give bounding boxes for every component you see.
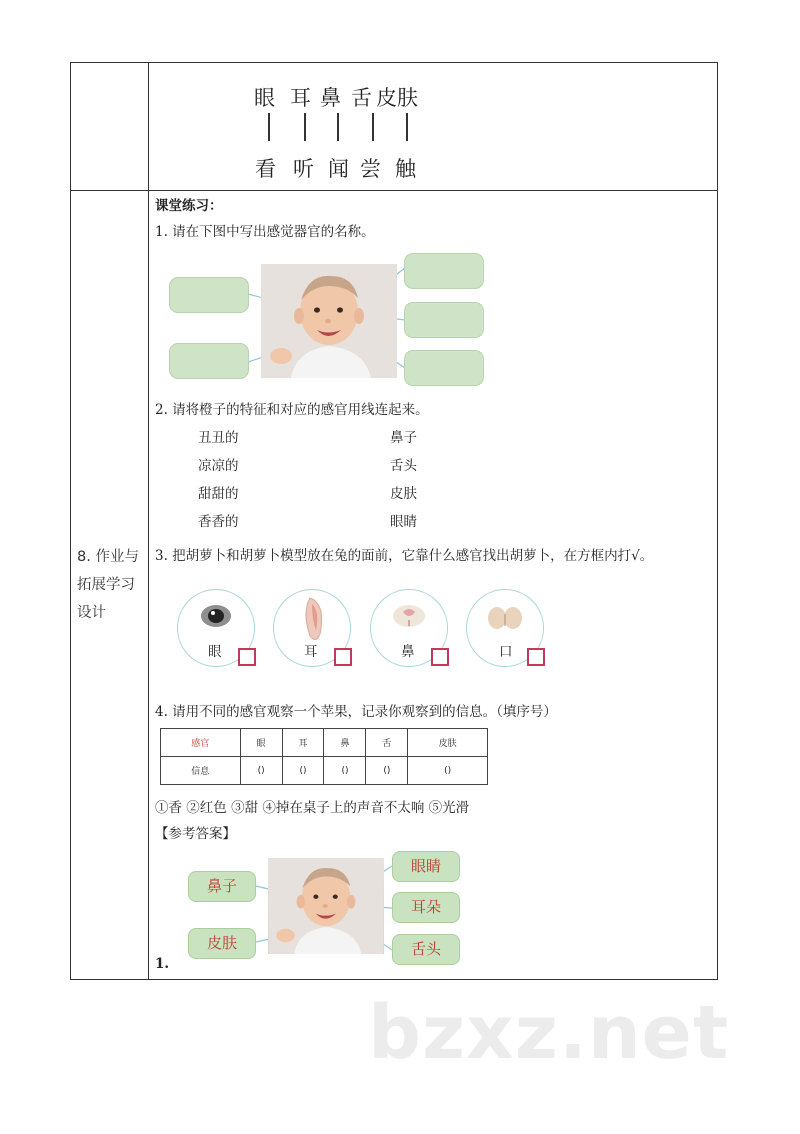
connector-line — [337, 113, 339, 141]
blank-name-box[interactable] — [404, 350, 484, 386]
connector-line — [268, 113, 270, 141]
action-label: 听 — [293, 157, 314, 181]
question-4: 4. 请用不同的感官观察一个苹果，记录你观察到的信息。（填序号） — [155, 704, 557, 720]
organ-item: 鼻子 — [390, 430, 417, 446]
organ-label: 鼻 — [320, 86, 341, 110]
table-row — [161, 757, 488, 785]
table-row-label: 信息 — [161, 757, 241, 785]
option-checkbox[interactable] — [238, 648, 256, 666]
feature-item: 凉凉的 — [198, 458, 239, 474]
answer-baby-photo — [268, 858, 384, 954]
answer-label-tongue: 舌头 — [392, 934, 460, 965]
organ-label: 舌 — [351, 86, 372, 110]
table-header-cell: 舌 — [366, 729, 408, 757]
table-header-cell: 眼 — [240, 729, 282, 757]
baby-illustration — [268, 858, 384, 954]
action-label: 触 — [395, 157, 416, 181]
blank-name-box[interactable] — [404, 253, 484, 289]
blank-name-box[interactable] — [169, 277, 249, 313]
connector-line — [406, 113, 408, 141]
organ-item: 眼睛 — [390, 514, 417, 530]
action-label: 尝 — [360, 157, 381, 181]
answer-label-ears: 耳朵 — [392, 892, 460, 923]
connector-line — [372, 113, 374, 141]
feature-item: 香香的 — [198, 514, 239, 530]
answer-blank[interactable]: () — [282, 757, 324, 785]
answer-blank[interactable]: () — [240, 757, 282, 785]
practice-title: 课堂练习： — [155, 198, 223, 214]
blank-name-box[interactable] — [169, 343, 249, 379]
connector-line — [304, 113, 306, 141]
option-label: 鼻 — [401, 644, 415, 660]
table-header-cell: 感官 — [161, 729, 241, 757]
feature-item: 甜甜的 — [198, 486, 239, 502]
observation-table — [160, 728, 488, 785]
answer-blank[interactable]: () — [408, 757, 488, 785]
row-divider — [71, 190, 717, 191]
option-checkbox[interactable] — [334, 648, 352, 666]
organ-item: 皮肤 — [390, 486, 417, 502]
table-header-cell: 耳 — [282, 729, 324, 757]
answer-number: 1. — [155, 956, 170, 972]
organ-label: 皮肤 — [376, 86, 418, 110]
option-checkbox[interactable] — [527, 648, 545, 666]
answer-title: 【参考答案】 — [155, 826, 236, 842]
answer-blank[interactable]: () — [324, 757, 366, 785]
option-label: 耳 — [304, 644, 318, 660]
choice-list: ①香 ②红色 ③甜 ④掉在桌子上的声音不太响 ⑤光滑 — [155, 800, 470, 816]
column-divider — [148, 63, 149, 979]
question-1: 1. 请在下图中写出感觉器官的名称。 — [155, 224, 375, 240]
answer-label-eyes: 眼睛 — [392, 851, 460, 882]
question-2: 2. 请将橙子的特征和对应的感官用线连起来。 — [155, 402, 429, 418]
table-row — [161, 729, 488, 757]
section-label — [77, 543, 143, 627]
section-label-line: 设计 — [77, 605, 106, 621]
answer-label-skin: 皮肤 — [188, 928, 256, 959]
organ-label: 耳 — [290, 86, 311, 110]
blank-name-box[interactable] — [404, 302, 484, 338]
organ-item: 舌头 — [390, 458, 417, 474]
table-header-cell: 鼻 — [324, 729, 366, 757]
question-3: 3. 把胡萝卜和胡萝卜模型放在兔的面前，它靠什么感官找出胡萝卜，在方框内打√。 — [155, 548, 654, 564]
baby-photo — [261, 264, 397, 378]
baby-illustration — [261, 264, 397, 378]
watermark: bzxz.net — [368, 990, 730, 1076]
section-label-line: 拓展学习 — [77, 577, 135, 593]
feature-item: 丑丑的 — [198, 430, 239, 446]
answer-label-nose: 鼻子 — [188, 871, 256, 902]
option-label: 眼 — [208, 644, 222, 660]
action-label: 看 — [255, 157, 276, 181]
table-header-cell: 皮肤 — [408, 729, 488, 757]
answer-blank[interactable]: () — [366, 757, 408, 785]
action-label: 闻 — [328, 157, 349, 181]
option-label: 口 — [499, 644, 513, 660]
organ-label: 眼 — [254, 86, 275, 110]
section-label-line: 8. 作业与 — [77, 549, 139, 565]
option-checkbox[interactable] — [431, 648, 449, 666]
